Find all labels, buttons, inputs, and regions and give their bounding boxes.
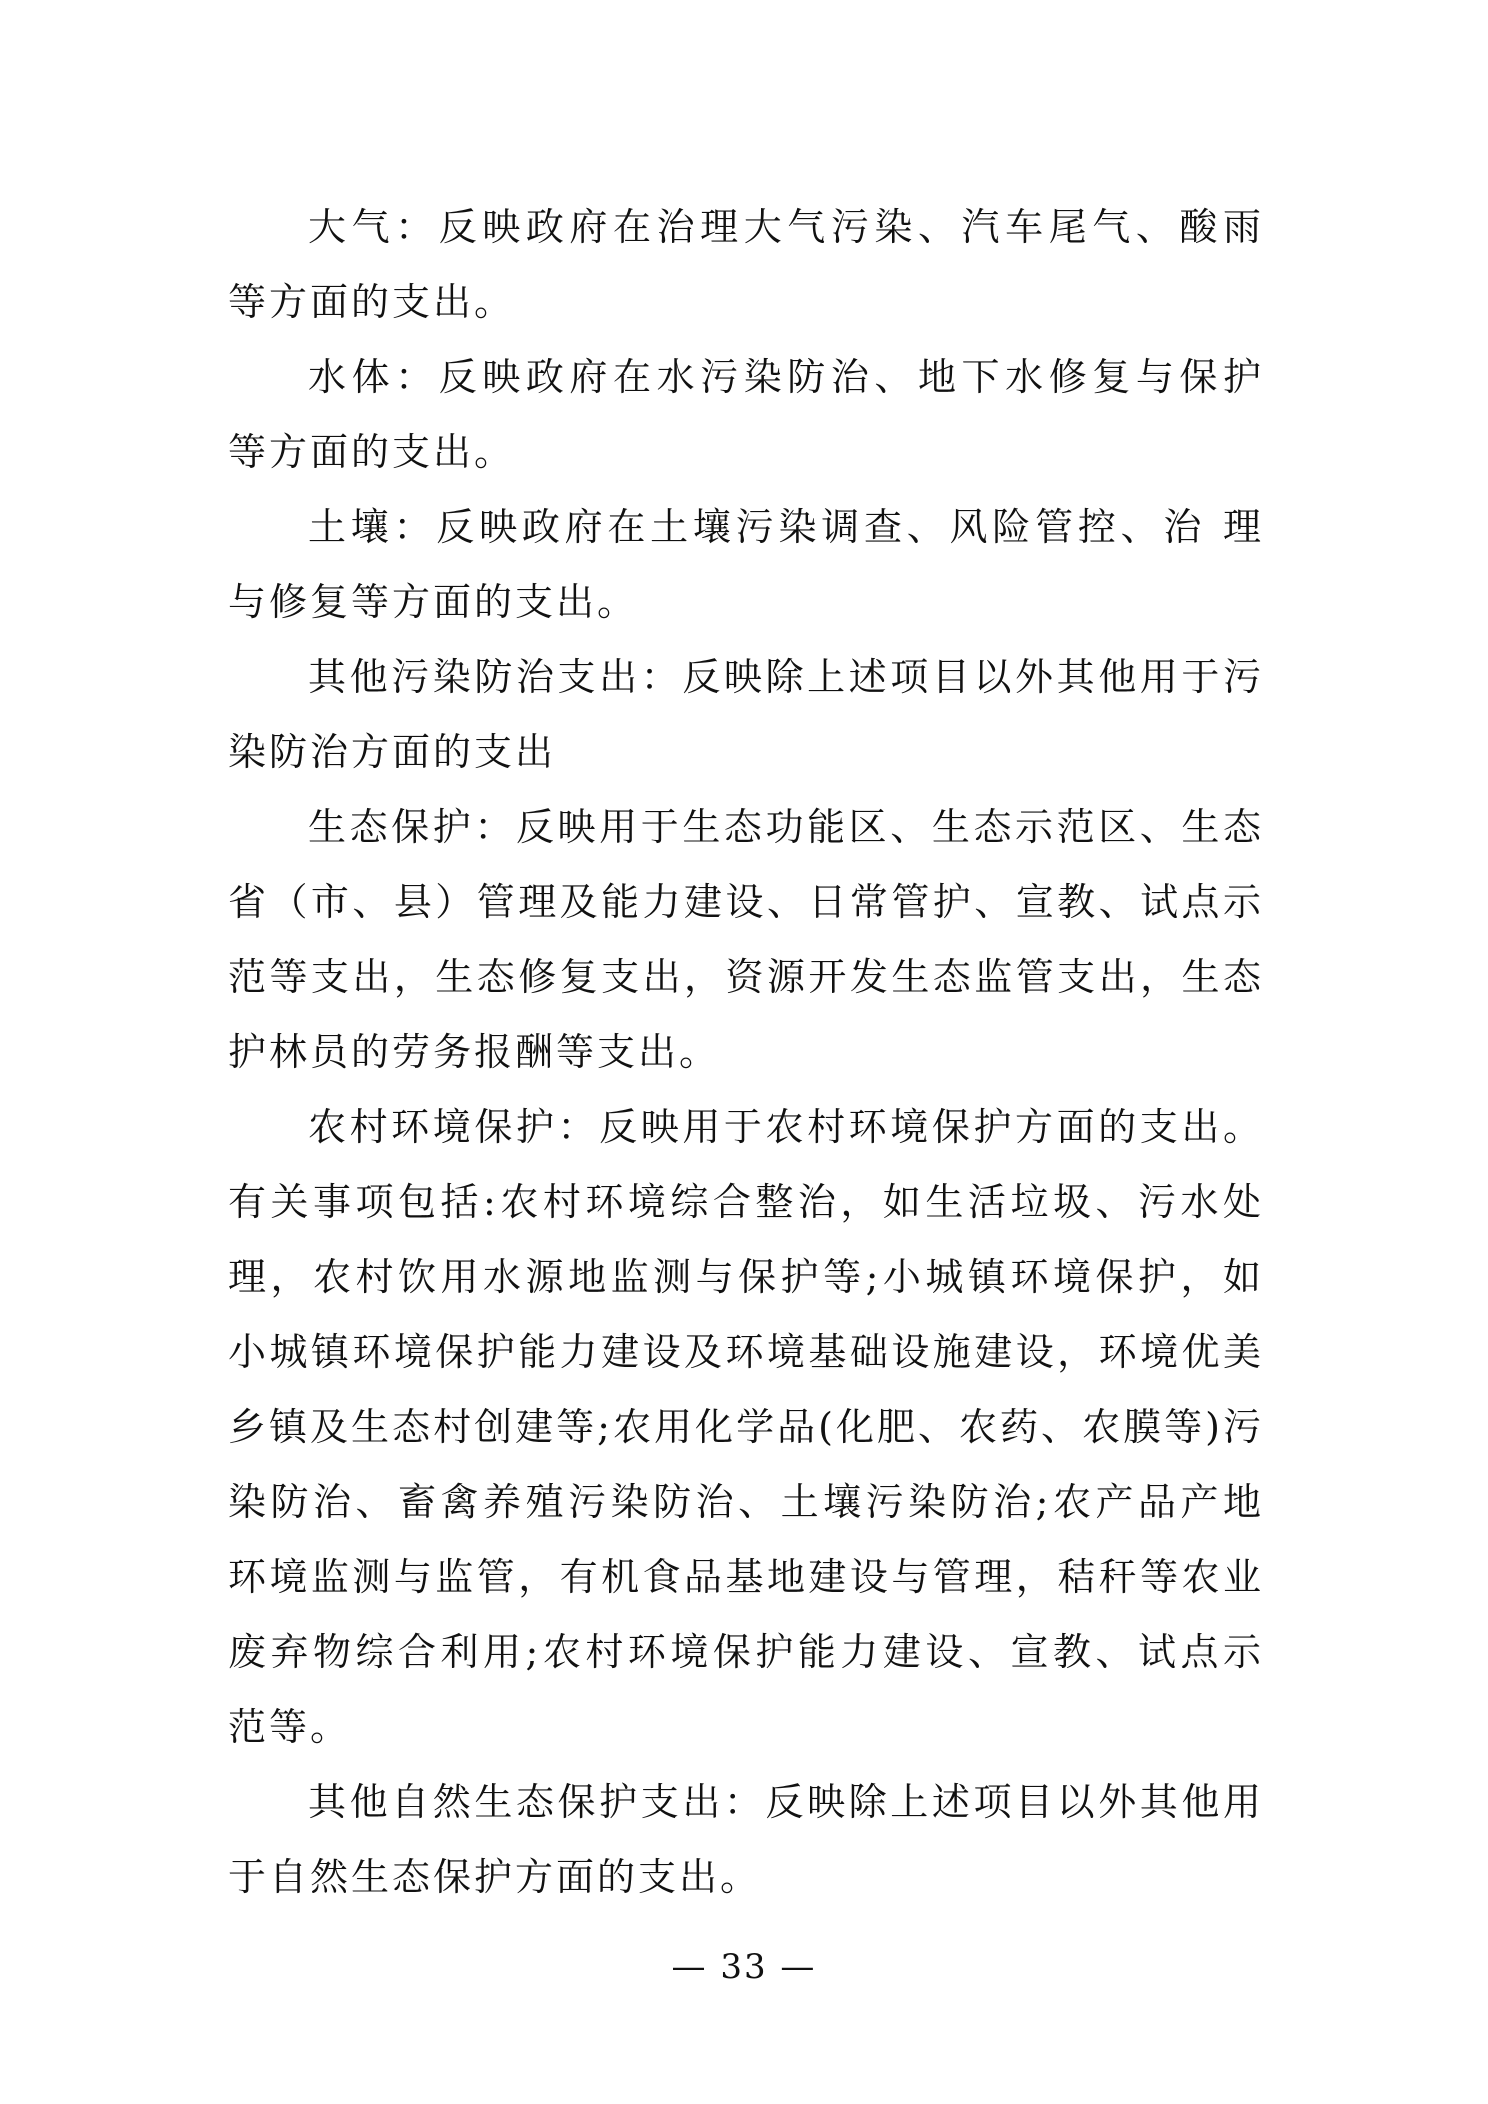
paragraph-air: 大气：反映政府在治理大气污染、汽车尾气、酸雨 等方面的支出。 xyxy=(228,205,1264,324)
paragraph-other-natural-ecology: 其他自然生态保护支出：反映除上述项目以外其他用于自然生态保护方面的支出。 xyxy=(228,1780,1264,1899)
paragraph-rural-environment: 农村环境保护：反映用于农村环境保护方面的支出。有关事项包括:农村环境综合整治，如生活垃圾、污水处理，农村饮用水源地监测与保护等;小城镇环境保护，如小城镇环境保护能力建设及环境基础设施建设，环境优美乡镇及生态村创建等;农用化学品(化肥、农药、农膜等)污染防治、畜禽养殖污染防治、土壤污染防治;农产品产地环境监测与监管，有机食品基地建设与管理，秸秆等农业废弃物综合利用;农村环境保护能力建设、宣教、试点示范等。 xyxy=(228,1105,1264,1749)
page-number: — 33 — xyxy=(671,1947,817,1987)
paragraph-ecological-protection: 生态保护：反映用于生态功能区、生态示范区、生态省（市、县）管理及能力建设、日常管护、宣教、试点示范等支出，生态修复支出，资源开发生态监管支出，生态护林员的劳务报酬等支出。 xyxy=(228,805,1264,1074)
document-body xyxy=(228,190,1264,1915)
paragraph-other-pollution: 其他污染防治支出：反映除上述项目以外其他用于污染防治方面的支出 xyxy=(228,655,1264,774)
paragraph-soil: 土壤：反映政府在土壤污染调查、风险管控、治 理与修复等方面的支出。 xyxy=(228,505,1264,624)
paragraph-water: 水体：反映政府在水污染防治、地下水修复与保护 等方面的支出。 xyxy=(228,355,1264,474)
